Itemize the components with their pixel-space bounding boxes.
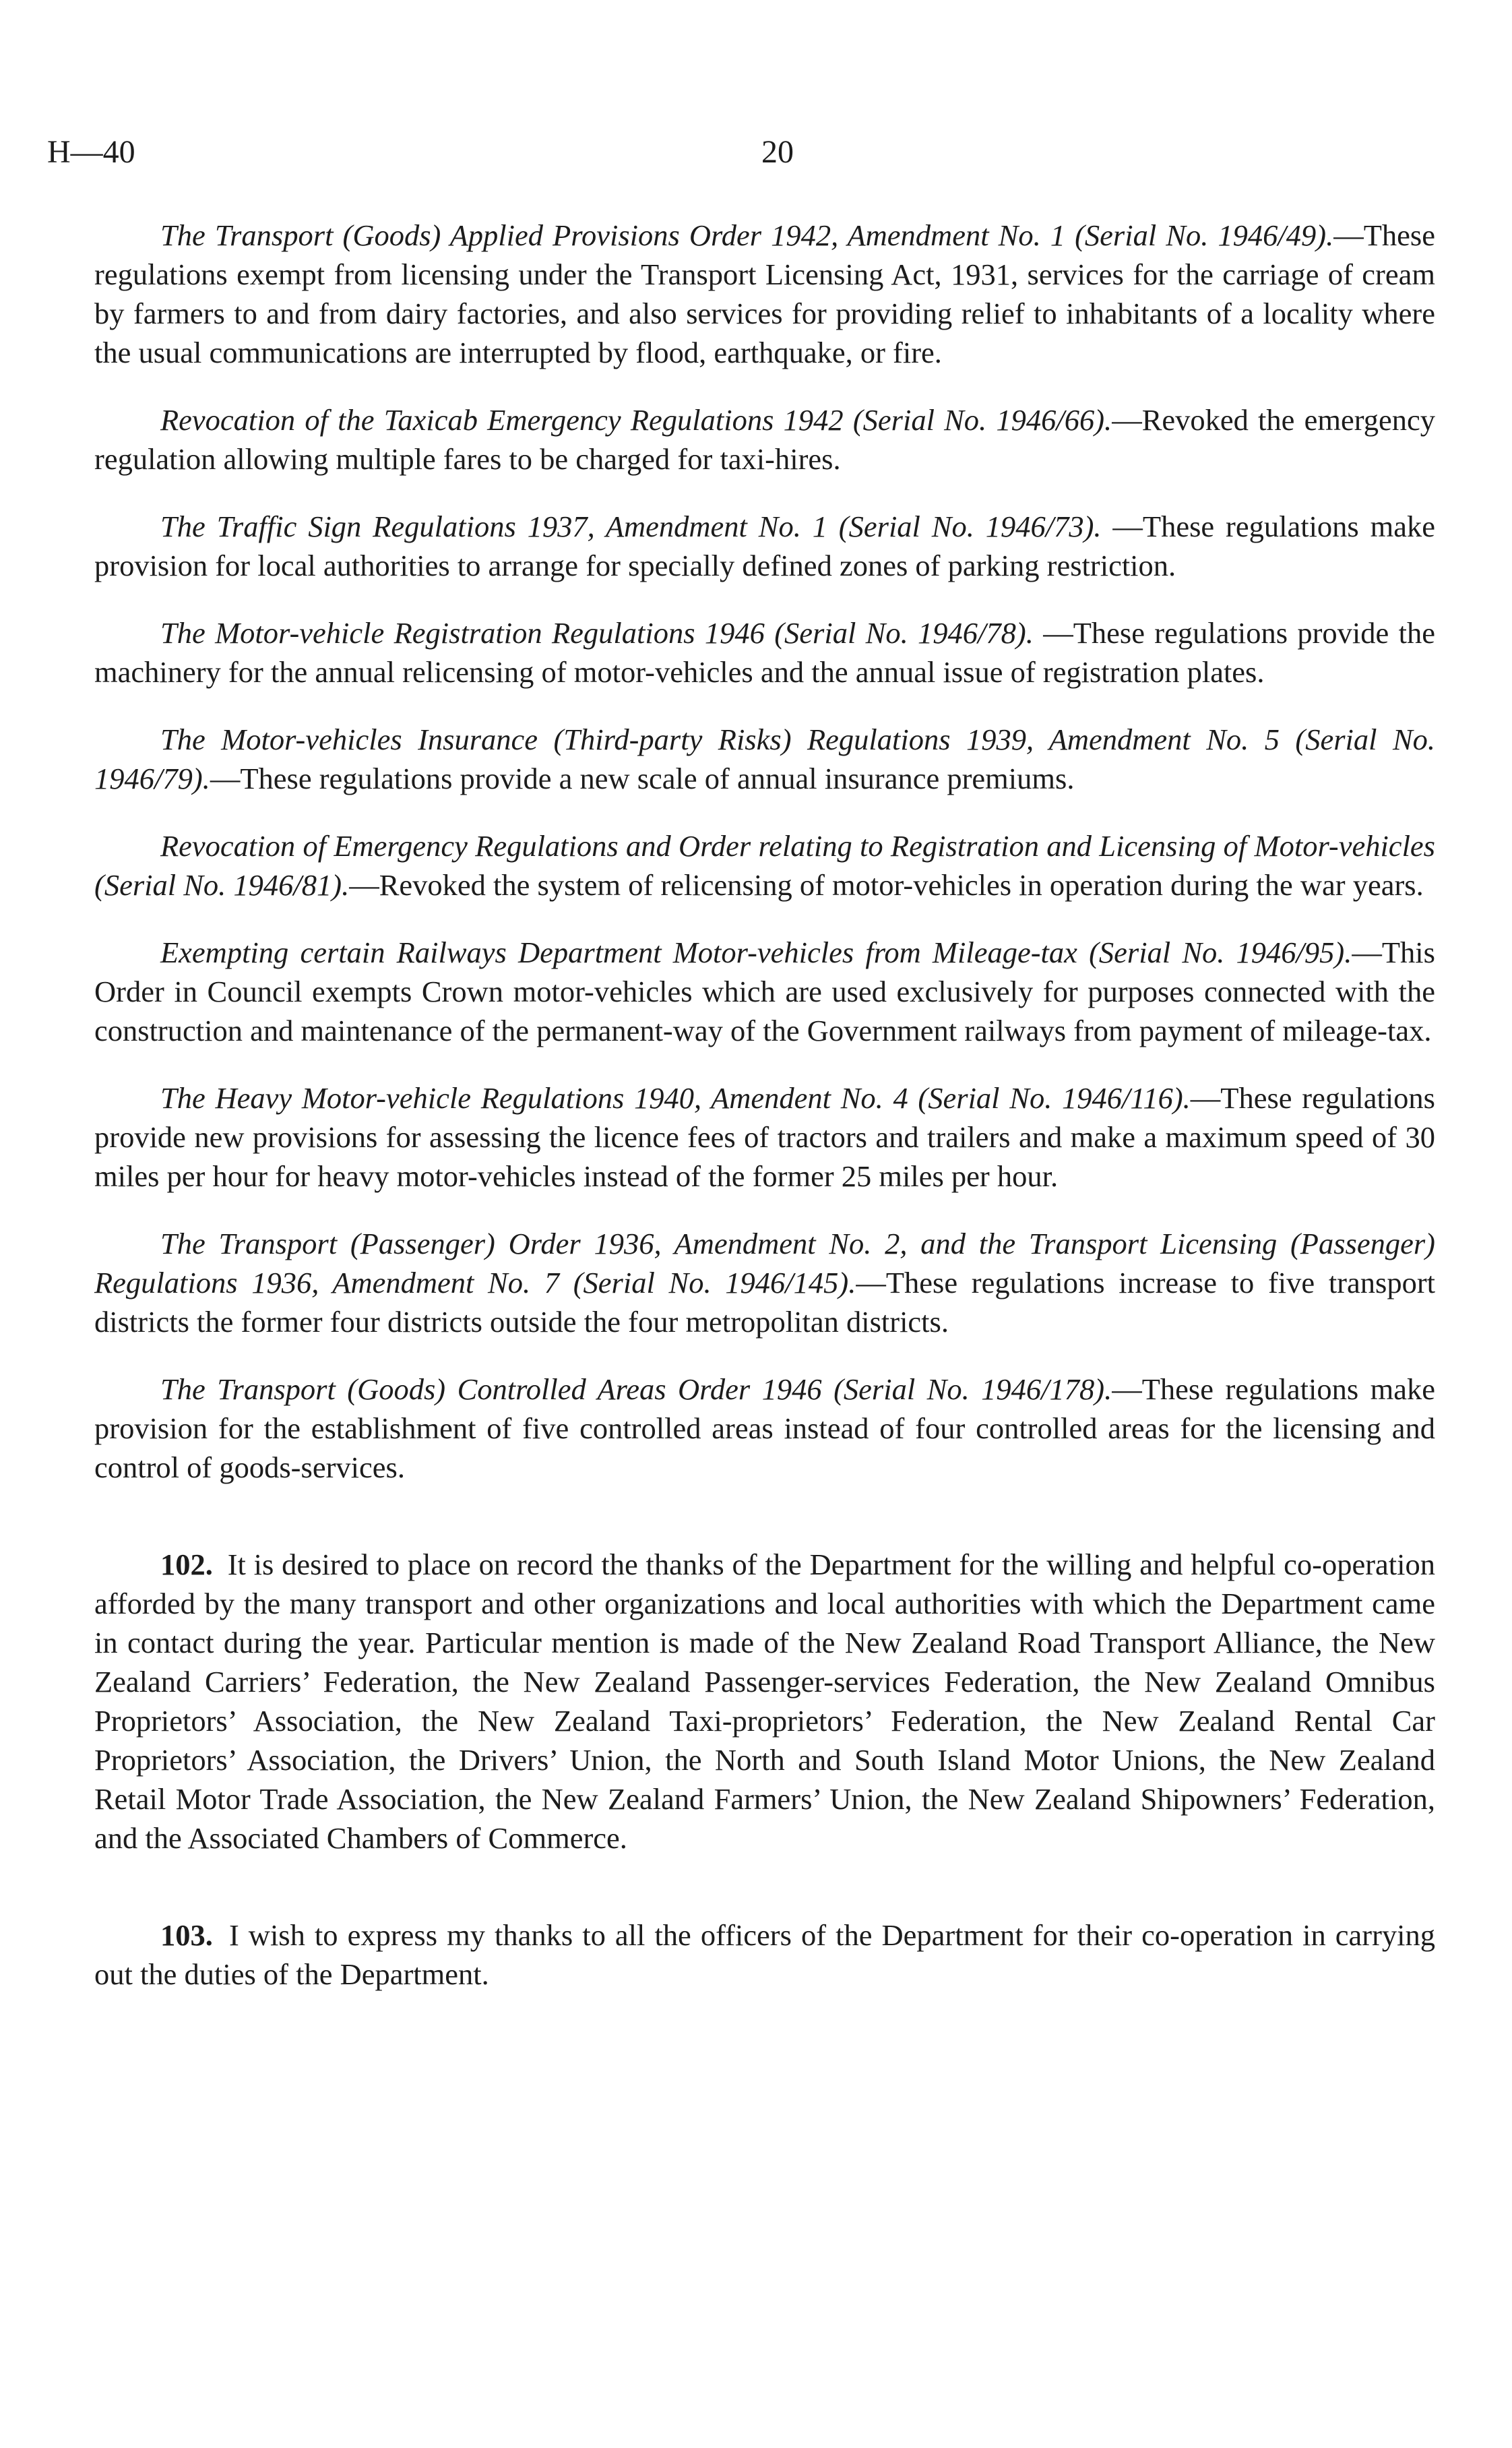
regulation-title: Exempting certain Railways Department Motor-vehicles from Mileage-tax (Serial No. 1946/95). (160, 936, 1352, 969)
paragraph-number: 102. (160, 1548, 213, 1581)
numbered-paragraph (94, 1916, 1435, 1994)
regulation-title: Revocation of the Taxicab Emergency Regulations 1942 (Serial No. 1946/66). (160, 403, 1112, 437)
regulation-entry (94, 1370, 1435, 1487)
regulation-description: —This Order in Council exempts Crown motor-vehicles which are used exclusively for purposes connected with the construction and maintenance of the permanent-way of the Government railways from payment of mileage-tax. (94, 936, 1435, 1047)
regulation-description: —These regulations provide a new scale of annual insurance premiums. (210, 762, 1075, 795)
regulation-entry (94, 400, 1435, 479)
regulation-description: —These regulations provide the machinery for the annual relicensing of motor-vehicles and the annual issue of registration plates. (94, 616, 1435, 689)
regulation-title: The Heavy Motor-vehicle Regulations 1940, Amendent No. 4 (Serial No. 1946/116). (160, 1081, 1191, 1115)
regulation-title: The Transport (Goods) Applied Provisions Order 1942, Amendment No. 1 (Serial No. 1946/49). (160, 218, 1334, 252)
regulation-entry (94, 613, 1435, 692)
paragraph-text: It is desired to place on record the thanks of the Department for the willing and helpful co-operation afforded by the many transport and other organizations and local authorities with which the Department came in contact during the year. Particular mention is made of the New Zealand Road Transport Alliance, the New Zealand Carriers’ Federation, the New Zealand Passenger-services Federation, the New Zealand Omnibus Proprietors’ Association, the New Zealand Taxi-proprietors’ Federation, the New Zealand Rental Car Proprietors’ Association, the Drivers’ Union, the North and South Island Motor Unions, the New Zealand Retail Motor Trade Association, the New Zealand Farmers’ Union, the New Zealand Shipowners’ Federation, and the Associated Chambers of Commerce. (94, 1548, 1435, 1855)
regulation-entry (94, 507, 1435, 585)
page-body (94, 216, 1435, 1994)
regulation-title: Revocation of Emergency Regulations and Order relating to Registration and Licensing of Motor-vehicles (Serial No. 1946/81). (94, 829, 1435, 902)
page-number: 20 (761, 134, 794, 170)
regulation-entry (94, 720, 1435, 798)
regulation-entry (94, 216, 1435, 372)
paragraph-text: I wish to express my thanks to all the officers of the Department for their co-operation in carrying out the duties of the Department. (94, 1918, 1436, 1991)
regulation-title: The Motor-vehicles Insurance (Third-party Risks) Regulations 1939, Amendment No. 5 (Serial No. 1946/79). (94, 723, 1435, 795)
regulation-title: The Transport (Passenger) Order 1936, Amendment No. 2, and the Transport Licensing (Passenger) Regulations 1936, Amendment No. 7 (Serial No. 1946/145). (94, 1227, 1435, 1299)
page-header (47, 133, 794, 181)
document-reference: H—40 (47, 134, 135, 170)
regulation-description: —These regulations exempt from licensing under the Transport Licensing Act, 1931, services for the carriage of cream by farmers to and from dairy factories, and also services for providing relief to inhabitants of a locality where the usual communications are interrupted by flood, earthquake, or fire. (94, 218, 1435, 369)
regulation-entry (94, 933, 1435, 1050)
regulation-entry (94, 1078, 1435, 1196)
regulation-description: —These regulations make provision for the establishment of five controlled areas instead of four controlled areas for the licensing and control of goods-services. (94, 1372, 1435, 1484)
regulation-title: The Motor-vehicle Registration Regulations 1946 (Serial No. 1946/78). (160, 616, 1034, 650)
paragraph-number: 103. (160, 1918, 213, 1952)
regulation-description: —Revoked the emergency regulation allowing multiple fares to be charged for taxi-hires. (94, 403, 1435, 476)
numbered-paragraph (94, 1545, 1435, 1858)
regulation-description: —These regulations provide new provisions for assessing the licence fees of tractors and trailers and make a maximum speed of 30 miles per hour for heavy motor-vehicles instead of the former 25 miles per hour. (94, 1081, 1435, 1193)
regulation-title: The Transport (Goods) Controlled Areas Order 1946 (Serial No. 1946/178). (160, 1372, 1112, 1406)
regulation-entry (94, 826, 1435, 905)
regulation-title: The Traffic Sign Regulations 1937, Amendment No. 1 (Serial No. 1946/73). (160, 510, 1102, 543)
regulation-description: —These regulations increase to five transport districts the former four districts outside the four metropolitan districts. (94, 1266, 1435, 1339)
regulation-description: —Revoked the system of relicensing of motor-vehicles in operation during the war years. (349, 868, 1424, 902)
regulation-entry (94, 1224, 1435, 1341)
regulation-description: —These regulations make provision for local authorities to arrange for specially defined zones of parking restriction. (94, 510, 1435, 582)
